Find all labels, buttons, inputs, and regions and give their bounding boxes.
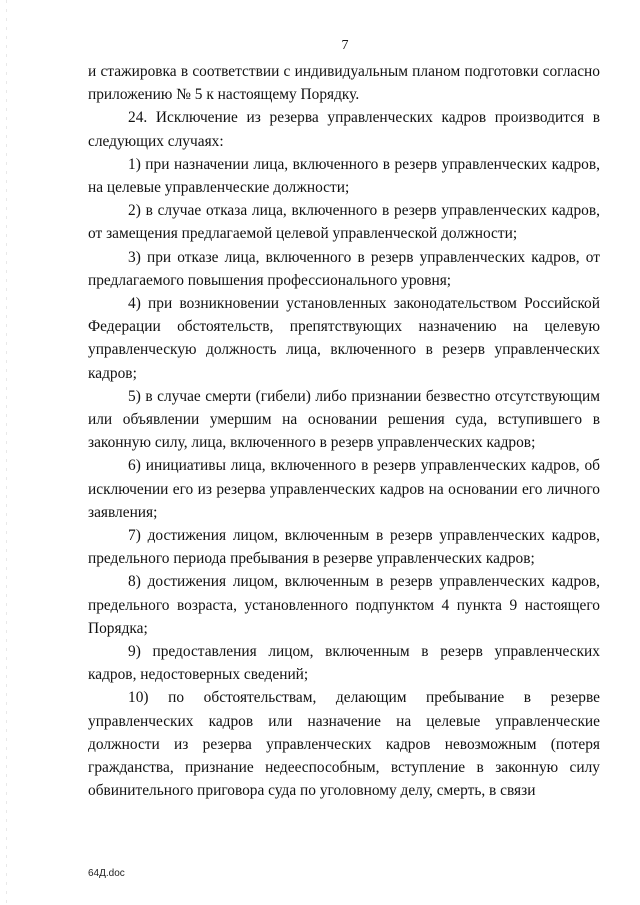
list-item: 2) в случае отказа лица, включенного в резерв управленческих кадров, от замещения предлагаемой целевой управленческой должности;: [88, 202, 600, 243]
page-number: 7: [341, 38, 349, 53]
list-item: 6) инициативы лица, включенного в резерв управленческих кадров, об исключении его из резерва управленческих кадров на основании его личного заявления;: [88, 457, 600, 521]
paragraph: и стажировка в соответствии с индивидуальным планом подготовки согласно приложению № 5 к настоящему Порядку.: [88, 63, 600, 104]
list-item: 5) в случае смерти (гибели) либо признании безвестно отсутствующим или объявлении умершим на основании решения суда, вступившего в законную силу, лица, включенного в резерв управленческих кадров;: [88, 387, 600, 452]
list-item: 9) предоставления лицом, включенным в резерв управленческих кадров, недостоверных сведений;: [88, 643, 600, 684]
list-item: 7) достижения лицом, включенным в резерв управленческих кадров, предельного периода пребывания в резерве управленческих кадров;: [88, 527, 600, 568]
paragraph: 24. Исключение из резерва управленческих кадров производится в следующих случаях:: [88, 109, 600, 150]
document-body: [88, 60, 600, 803]
list-item: 10) по обстоятельствам, делающим пребывание в резерве управленческих кадров или назначение на целевые управленческие должности из резерва управленческих кадров невозможным (потеря гражданства, признание недееспособным, вступление в законную силу обвинительного приговора суда по уголовному делу, смерть, в связи: [88, 689, 600, 800]
list-item: 4) при возникновении установленных законодательством Российской Федерации обстоятельств, препятствующих назначению на целевую управленческую должность лица, включенного в резерв управленческих кадров;: [88, 295, 600, 382]
list-item: 3) при отказе лица, включенного в резерв управленческих кадров, от предлагаемого повышения профессионального уровня;: [88, 248, 600, 289]
list-item: 8) достижения лицом, включенным в резерв управленческих кадров, предельного возраста, установленного подпунктом 4 пункта 9 настоящего Порядка;: [88, 573, 600, 637]
list-item: 1) при назначении лица, включенного в резерв управленческих кадров, на целевые управленческие должности;: [88, 155, 600, 197]
scan-edge-mark: [6, 0, 7, 905]
file-name-footer: 64Д.doc: [88, 868, 125, 879]
